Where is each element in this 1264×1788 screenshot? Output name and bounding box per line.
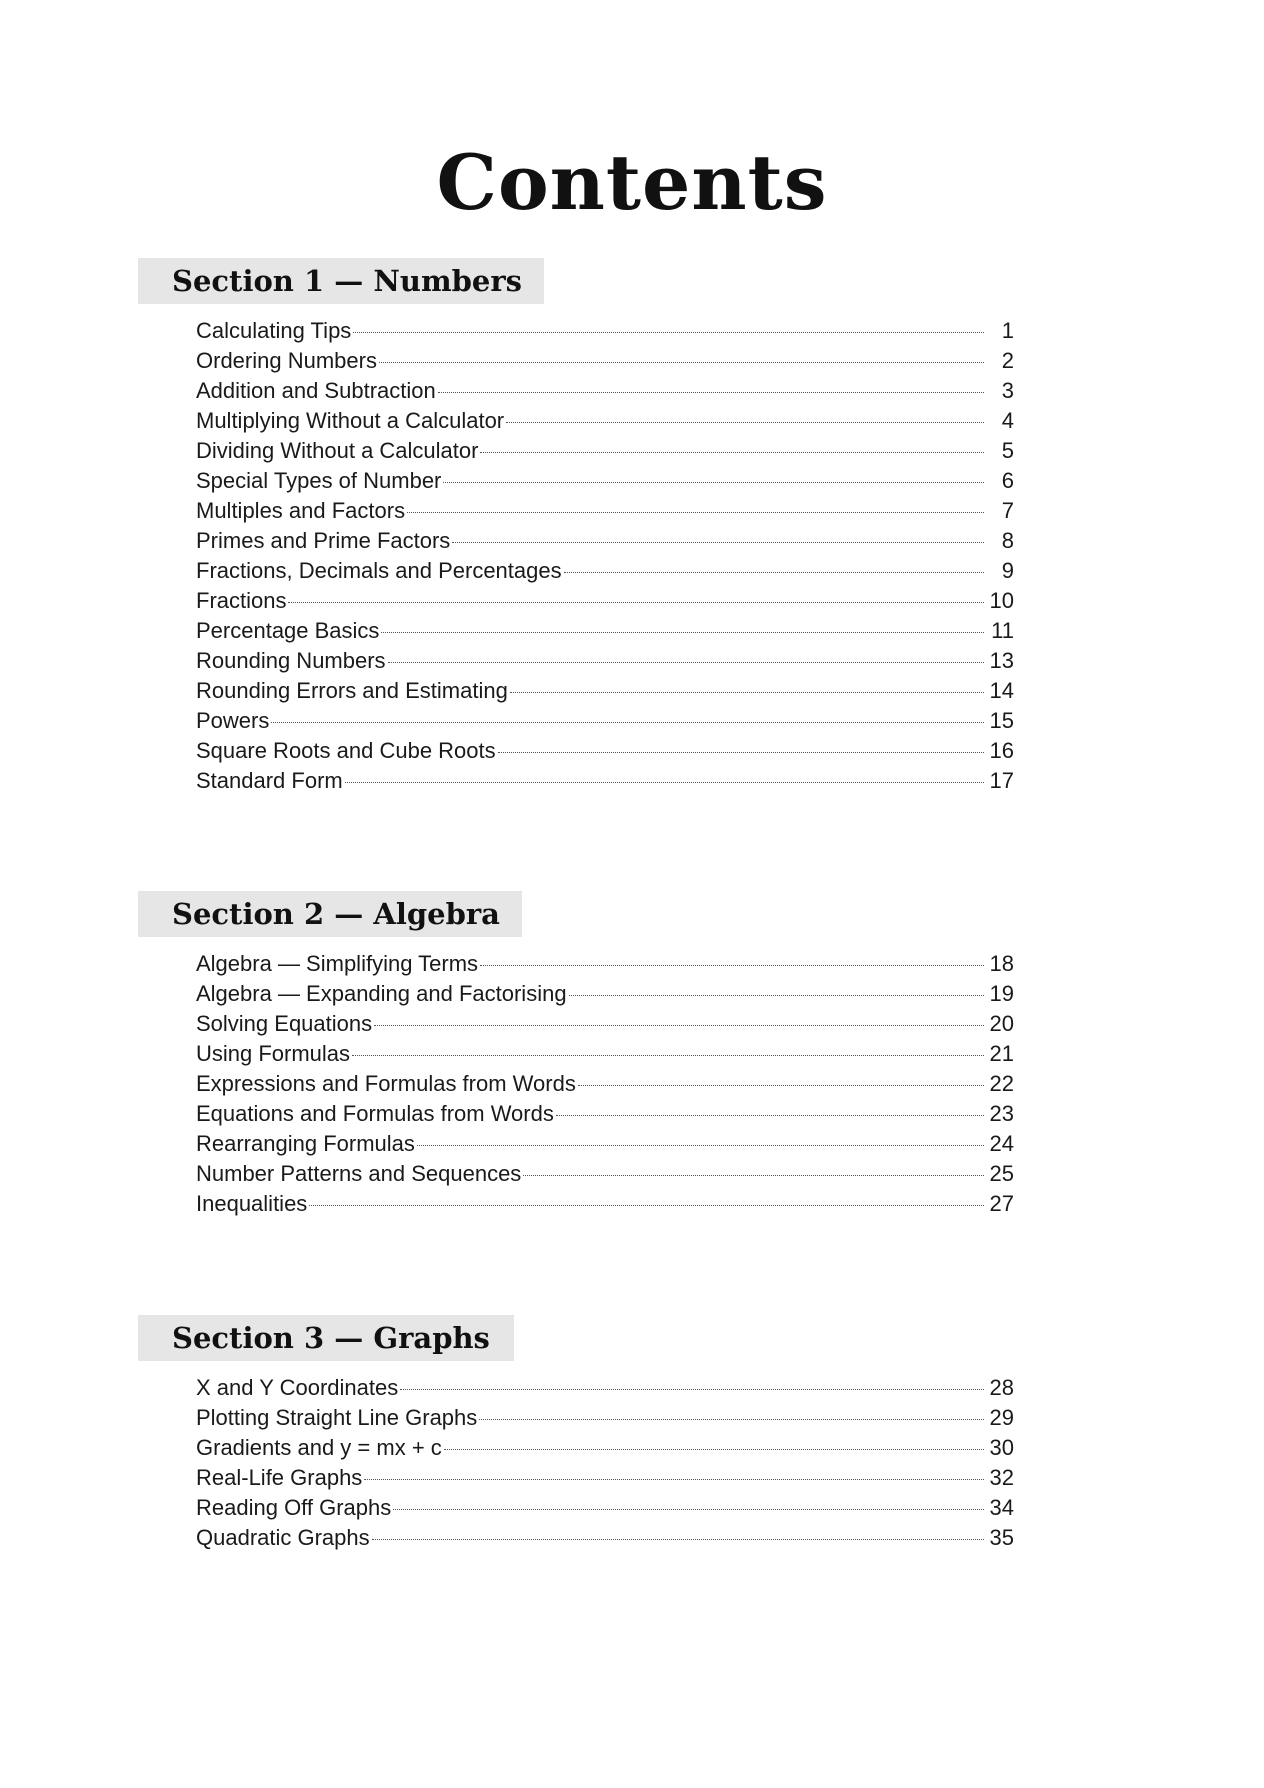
entry-title: Rounding Numbers [196,648,386,673]
dot-leader [388,662,984,663]
entry-title: Powers [196,708,270,733]
entry-title: Algebra — Expanding and Factorising [196,981,567,1006]
dot-leader [353,332,984,333]
contents-entry[interactable] [196,979,1014,1009]
entry-page-number: 21 [989,1041,1014,1066]
entry-page-number: 32 [989,1465,1014,1490]
dot-leader [556,1115,984,1116]
section-heading: Section 3 — Graphs [138,1315,514,1361]
dot-leader [352,1055,984,1056]
dot-leader [444,1449,984,1450]
contents-entry[interactable] [196,496,1014,526]
entry-title: Square Roots and Cube Roots [196,738,496,763]
dot-leader [271,722,984,723]
contents-entry[interactable] [196,1523,1014,1553]
entry-title: Multiples and Factors [196,498,406,523]
contents-entry[interactable] [196,1009,1014,1039]
entry-title: Equations and Formulas from Words [196,1101,554,1126]
entry-page-number: 24 [989,1131,1014,1156]
contents-entry[interactable] [196,1099,1014,1129]
entry-title: Percentage Basics [196,618,380,643]
entry-page-number: 28 [989,1375,1014,1400]
entry-title: Quadratic Graphs [196,1525,370,1550]
entry-title: Fractions, Decimals and Percentages [196,558,562,583]
entry-page-number: 4 [1001,408,1014,433]
contents-entry[interactable] [196,406,1014,436]
entry-title: Primes and Prime Factors [196,528,451,553]
dot-leader [417,1145,984,1146]
dot-leader [372,1539,984,1540]
dot-leader [479,1419,984,1420]
contents-list [196,949,1014,1219]
entry-title: Plotting Straight Line Graphs [196,1405,478,1430]
contents-list [196,1373,1014,1553]
entry-page-number: 27 [989,1191,1014,1216]
entry-title: Using Formulas [196,1041,351,1066]
entry-title: Standard Form [196,768,343,793]
dot-leader [510,692,984,693]
dot-leader [564,572,984,573]
contents-entry[interactable] [196,1159,1014,1189]
contents-entry[interactable] [196,1069,1014,1099]
contents-list [196,316,1014,796]
dot-leader [438,392,984,393]
contents-entry[interactable] [196,346,1014,376]
entry-page-number: 1 [1001,318,1014,343]
contents-entry[interactable] [196,646,1014,676]
contents-entry[interactable] [196,1373,1014,1403]
contents-entry[interactable] [196,1433,1014,1463]
contents-entry[interactable] [196,736,1014,766]
dot-leader [364,1479,984,1480]
entry-title: Inequalities [196,1191,308,1216]
dot-leader [480,452,984,453]
dot-leader [452,542,984,543]
section-heading: Section 2 — Algebra [138,891,522,937]
entry-page-number: 5 [1001,438,1014,463]
entry-page-number: 17 [989,768,1014,793]
entry-page-number: 2 [1001,348,1014,373]
dot-leader [480,965,984,966]
entry-title: X and Y Coordinates [196,1375,399,1400]
contents-entry[interactable] [196,436,1014,466]
entry-title: Calculating Tips [196,318,352,343]
entry-title: Special Types of Number [196,468,442,493]
contents-entry[interactable] [196,1403,1014,1433]
entry-page-number: 34 [989,1495,1014,1520]
contents-entry[interactable] [196,949,1014,979]
contents-entry[interactable] [196,1129,1014,1159]
entry-title: Dividing Without a Calculator [196,438,479,463]
entry-title: Reading Off Graphs [196,1495,392,1520]
entry-title: Ordering Numbers [196,348,377,373]
entry-page-number: 22 [989,1071,1014,1096]
contents-entry[interactable] [196,316,1014,346]
entry-page-number: 11 [991,618,1014,643]
entry-title: Real-Life Graphs [196,1465,363,1490]
dot-leader [498,752,984,753]
section-heading: Section 1 — Numbers [138,258,544,304]
entry-page-number: 30 [989,1435,1014,1460]
entry-page-number: 16 [989,738,1014,763]
contents-entry[interactable] [196,556,1014,586]
entry-title: Rearranging Formulas [196,1131,415,1156]
contents-entry[interactable] [196,376,1014,406]
contents-entry[interactable] [196,766,1014,796]
contents-entry[interactable] [196,706,1014,736]
contents-entry[interactable] [196,1463,1014,1493]
entry-title: Addition and Subtraction [196,378,436,403]
contents-entry[interactable] [196,616,1014,646]
dot-leader [393,1509,984,1510]
entry-page-number: 13 [989,648,1014,673]
contents-entry[interactable] [196,526,1014,556]
dot-leader [506,422,984,423]
entry-page-number: 35 [989,1525,1014,1550]
page-title: Contents [436,137,828,227]
entry-page-number: 8 [1001,528,1014,553]
entry-page-number: 9 [1001,558,1014,583]
entry-title: Algebra — Simplifying Terms [196,951,479,976]
entry-title: Gradients and y = mx + c [196,1435,442,1460]
contents-entry[interactable] [196,1493,1014,1523]
dot-leader [381,632,984,633]
entry-title: Rounding Errors and Estimating [196,678,508,703]
entry-page-number: 23 [989,1101,1014,1126]
entry-page-number: 6 [1001,468,1014,493]
dot-leader [379,362,984,363]
dot-leader [407,512,984,513]
entry-page-number: 18 [989,951,1014,976]
entry-page-number: 25 [989,1161,1014,1186]
entry-title: Expressions and Formulas from Words [196,1071,576,1096]
dot-leader [400,1389,984,1390]
dot-leader [345,782,984,783]
dot-leader [578,1085,984,1086]
dot-leader [288,602,984,603]
contents-entry[interactable] [196,676,1014,706]
dot-leader [443,482,984,483]
contents-entry[interactable] [196,1189,1014,1219]
entry-page-number: 20 [989,1011,1014,1036]
entry-title: Solving Equations [196,1011,373,1036]
contents-entry[interactable] [196,586,1014,616]
dot-leader [309,1205,984,1206]
entry-page-number: 15 [989,708,1014,733]
dot-leader [374,1025,984,1026]
entry-page-number: 3 [1001,378,1014,403]
entry-page-number: 29 [989,1405,1014,1430]
dot-leader [523,1175,984,1176]
entry-page-number: 7 [1001,498,1014,523]
entry-page-number: 14 [989,678,1014,703]
entry-title: Number Patterns and Sequences [196,1161,522,1186]
entry-page-number: 10 [989,588,1014,613]
contents-entry[interactable] [196,1039,1014,1069]
entry-page-number: 19 [989,981,1014,1006]
dot-leader [569,995,984,996]
contents-entry[interactable] [196,466,1014,496]
entry-title: Fractions [196,588,287,613]
entry-title: Multiplying Without a Calculator [196,408,505,433]
